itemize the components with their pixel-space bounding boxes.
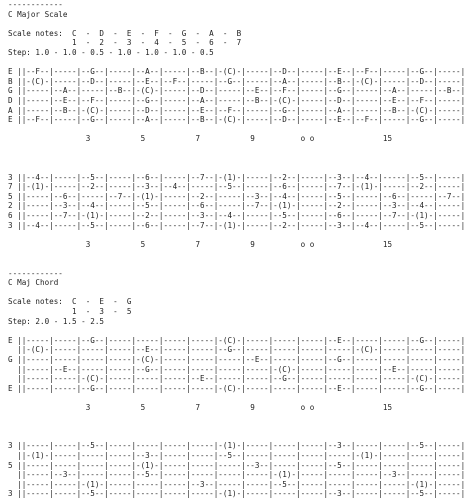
text-line bbox=[8, 125, 465, 135]
text-line: E ||--F--|-----|--G--|-----|--A--|-----|--B--|-(C)-|-----|--D--|-----|--E--|--F--|-----|--G--|-----| bbox=[8, 115, 466, 125]
text-line: Step: 1.0 - 1.0 - 0.5 - 1.0 - 1.0 - 1.0 - 0.5 bbox=[8, 47, 214, 57]
text-line: 3 5 7 9 o o 15 bbox=[8, 402, 393, 412]
text-line: 3 ||--4--|-----|--5--|-----|--6--|-----|--7--|-(1)-|-----|--2--|-----|--3--|--4--|-----|--5--|-----| bbox=[8, 220, 466, 230]
text-line bbox=[8, 19, 465, 29]
text-line: C Major Scale bbox=[8, 9, 68, 19]
text-line: ||-(1)-|-----|-----|-----|--3--|-----|-----|--5--|-----|-----|-----|-----|-(1)-|-----|-----|-----| bbox=[8, 450, 466, 460]
text-line bbox=[8, 432, 465, 442]
text-line bbox=[8, 288, 465, 298]
text-line bbox=[8, 163, 465, 173]
text-line: Step: 2.0 - 1.5 - 2.5 bbox=[8, 316, 105, 326]
text-line bbox=[8, 393, 465, 403]
text-line: Scale notes: C - D - E - F - G - A - B bbox=[8, 28, 242, 38]
text-line: G ||-----|-----|-----|-----|-(C)-|-----|-----|-----|--E--|-----|-----|--G--|-----|-----|-----|-----| bbox=[8, 354, 466, 364]
text-line: G ||-----|--A--|-----|--B--|-(C)-|-----|--D--|-----|--E--|--F--|-----|--G--|-----|--A--|-----|--B--| bbox=[8, 86, 466, 96]
text-line bbox=[8, 249, 465, 259]
text-line: A ||-----|--B--|-(C)-|-----|--D--|-----|--E--|--F--|-----|--G--|-----|--A--|-----|--B--|-(C)-|-----| bbox=[8, 105, 466, 115]
text-line: 1 - 2 - 3 - 4 - 5 - 6 - 7 bbox=[8, 38, 242, 48]
text-line bbox=[8, 326, 465, 336]
text-line: D ||-----|--E--|--F--|-----|--G--|-----|--A--|-----|--B--|-(C)-|-----|--D--|-----|--E--|--F--|-----| bbox=[8, 95, 466, 105]
text-line bbox=[8, 259, 465, 269]
text-line: 3 ||-----|-----|--5--|-----|-----|-----|-----|-(1)-|-----|-----|-----|--3--|-----|-----|--5--|-----| bbox=[8, 489, 466, 499]
text-line bbox=[8, 422, 465, 432]
text-line bbox=[8, 413, 465, 423]
text-line: ------------ bbox=[8, 268, 63, 278]
text-line: 2 ||-----|--3--|--4--|-----|--5--|-----|--6--|-----|--7--|-(1)-|-----|--2--|-----|--3--|--4--|-----| bbox=[8, 201, 466, 211]
text-line bbox=[8, 230, 465, 240]
text-line: E ||-----|-----|--G--|-----|-----|-----|-----|-(C)-|-----|-----|-----|--E--|-----|-----|--G--|-----| bbox=[8, 335, 466, 345]
text-line: 3 5 7 9 o o 15 bbox=[8, 134, 393, 144]
text-line: C Maj Chord bbox=[8, 278, 59, 288]
text-line: E ||--F--|-----|--G--|-----|--A--|-----|--B--|-(C)-|-----|--D--|-----|--E--|--F--|-----|--G--|-----| bbox=[8, 67, 466, 77]
text-line: ||-(C)-|-----|-----|-----|--E--|-----|-----|--G--|-----|-----|-----|-----|-(C)-|-----|-----|-----| bbox=[8, 345, 466, 355]
text-line: ||-----|-----|-(1)-|-----|-----|-----|--3--|-----|-----|--5--|-----|-----|-----|-----|-(1)-|-----| bbox=[8, 479, 466, 489]
text-line: ||-----|--E--|-----|-----|--G--|-----|-----|-----|-----|-(C)-|-----|-----|-----|--E--|-----|-----| bbox=[8, 364, 466, 374]
text-line: ||-----|-----|-(C)-|-----|-----|-----|--E--|-----|-----|--G--|-----|-----|-----|-----|-(C)-|-----| bbox=[8, 374, 466, 384]
text-line: 5 ||-----|-----|-----|-----|-(1)-|-----|-----|-----|--3--|-----|-----|--5--|-----|-----|-----|-----| bbox=[8, 460, 466, 470]
text-line: Scale notes: C - E - G bbox=[8, 297, 132, 307]
text-line bbox=[8, 154, 465, 164]
text-line bbox=[8, 144, 465, 154]
text-line: ||-----|--3--|-----|-----|--5--|-----|-----|-----|-----|-(1)-|-----|-----|-----|--3--|-----|-----| bbox=[8, 470, 466, 480]
text-line: 3 ||-----|-----|--5--|-----|-----|-----|-----|-(1)-|-----|-----|-----|--3--|-----|-----|--5--|-----| bbox=[8, 441, 466, 451]
text-line: 3 5 7 9 o o 15 bbox=[8, 239, 393, 249]
text-line: 1 - 3 - 5 bbox=[8, 307, 132, 316]
text-line: B ||-(C)-|-----|--D--|-----|--E--|--F--|-----|--G--|-----|--A--|-----|--B--|-(C)-|-----|--D--|-----| bbox=[8, 76, 466, 86]
tab-document bbox=[8, 0, 465, 499]
text-line: 6 ||-----|--7--|-(1)-|-----|--2--|-----|--3--|--4--|-----|--5--|-----|--6--|-----|--7--|-(1)-|-----| bbox=[8, 211, 466, 221]
text-line: 5 ||-----|--6--|-----|--7--|-(1)-|-----|--2--|-----|--3--|--4--|-----|--5--|-----|--6--|-----|--7--| bbox=[8, 191, 466, 201]
text-line: E ||-----|-----|--G--|-----|-----|-----|-----|-(C)-|-----|-----|-----|--E--|-----|-----|--G--|-----| bbox=[8, 383, 466, 393]
text-line: 3 ||--4--|-----|--5--|-----|--6--|-----|--7--|-(1)-|-----|--2--|-----|--3--|--4--|-----|--5--|-----| bbox=[8, 172, 466, 182]
text-line bbox=[8, 58, 465, 68]
text-line: 7 ||-(1)-|-----|--2--|-----|--3--|--4--|-----|--5--|-----|--6--|-----|--7--|-(1)-|-----|--2--|-----| bbox=[8, 182, 466, 192]
text-line: ------------ bbox=[8, 0, 63, 9]
